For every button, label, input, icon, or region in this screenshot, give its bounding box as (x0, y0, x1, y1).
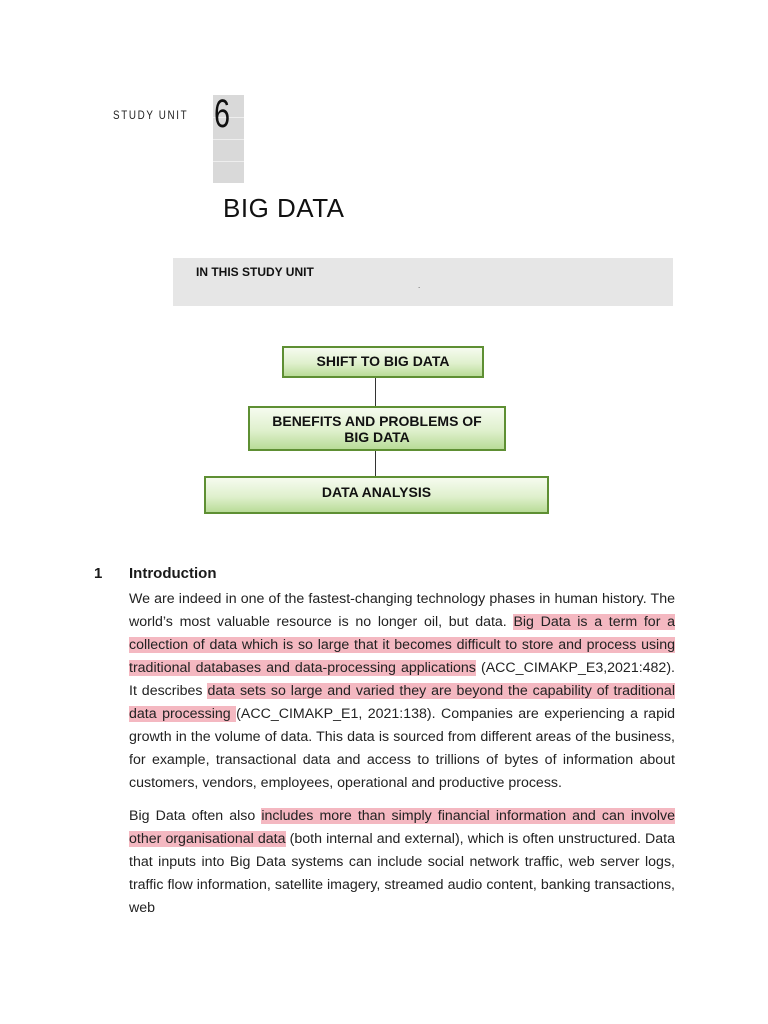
text-segment: (ACC_CIMAKP_E3,2021:482). It describes (129, 660, 675, 699)
in-this-unit-dot: . (418, 281, 421, 290)
flow-box-benefits-and-problems: BENEFITS AND PROBLEMS OF BIG DATA (248, 406, 506, 451)
highlighted-text: Big Data is a term for a collection of data which is so large that it becomes difficult to store and process using traditional databases and data-processing applications (129, 614, 675, 676)
flow-connector (375, 451, 376, 477)
text-segment: (both internal and external), which is often unstructured. Data that inputs into Big Data systems can include social network traffic, web server logs, traffic flow information, satellite imagery, streamed audio content, banking transactions, web (129, 831, 675, 916)
paragraph-intro (129, 588, 675, 795)
section-number: 1 (94, 565, 103, 582)
flow-connector (375, 378, 376, 406)
paragraph-big-data-sources (129, 805, 675, 920)
flow-box-data-analysis: DATA ANALYSIS (204, 476, 549, 514)
text-segment: (ACC_CIMAKP_E1, 2021:138). Companies are experiencing a rapid growth in the volume of data. This data is sourced from different areas of the business, for example, transactional data and access to trillions of bytes of information about customers, vendors, employees, operational and productive process. (129, 706, 676, 791)
study-unit-label: STUDY UNIT (113, 108, 189, 122)
text-segment: We are indeed in one of the fastest-changing technology phases in human history. The world’s most valuable resource is no longer oil, but data. (129, 591, 675, 630)
highlighted-text: includes more than simply financial information and can involve other organisational data (129, 808, 675, 847)
highlighted-text: data sets so large and varied they are beyond the capability of traditional data processing (129, 683, 675, 722)
page-title: BIG DATA (223, 193, 345, 223)
unit-number: 6 (214, 92, 231, 136)
flow-box-shift-to-big-data: SHIFT TO BIG DATA (282, 346, 484, 378)
in-this-unit-label: IN THIS STUDY UNIT (196, 265, 314, 279)
section-title: Introduction (129, 565, 217, 582)
text-segment: Big Data often also (129, 808, 262, 824)
